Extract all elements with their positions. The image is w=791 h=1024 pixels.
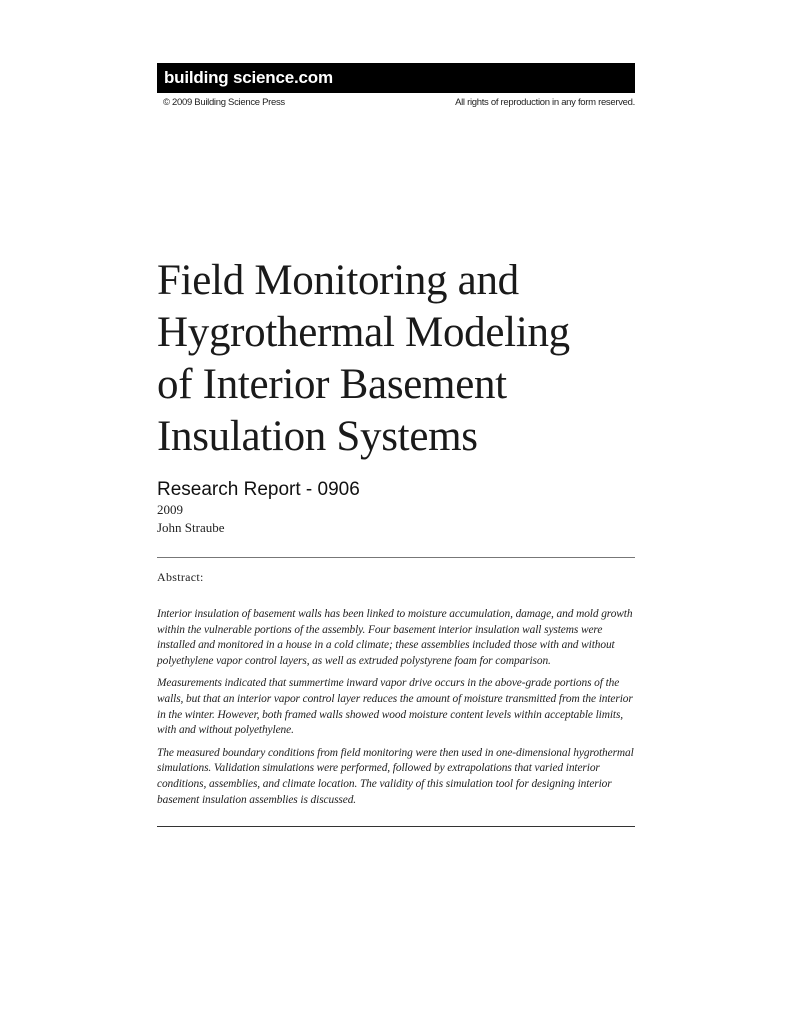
header-meta (157, 97, 635, 108)
title-line: of Interior Basement (157, 361, 507, 408)
title-line: Field Monitoring and (157, 257, 519, 304)
title-line: Insulation Systems (157, 413, 478, 460)
abstract-heading: Abstract: (157, 570, 204, 584)
copyright-notice: © 2009 Building Science Press (163, 97, 285, 108)
abstract-body (157, 607, 635, 808)
brand-banner (157, 63, 635, 93)
divider-bottom (157, 826, 635, 827)
abstract-paragraph: Measurements indicated that summertime inward vapor drive occurs in the above-grade portions of the walls, but that an interior vapor control layer reduces the amount of moisture transmitted from the interior in the winter. However, both framed walls showed wood moisture content levels within acceptable limits, with and without polyethylene. (157, 677, 633, 737)
report-title (157, 255, 635, 463)
brand-name: building science.com (164, 68, 333, 87)
title-line: Hygrothermal Modeling (157, 309, 570, 356)
divider-top (157, 557, 635, 558)
report-cover (157, 63, 635, 827)
report-author: John Straube (157, 520, 225, 535)
abstract-paragraph: Interior insulation of basement walls has been linked to moisture accumulation, damage, and mold growth within the vulnerable portions of the assembly. Four basement interior insulation wall systems were installed and monitored in a house in a cold climate; these assemblies included those with and without polyethylene vapor control layers, as well as extruded polystyrene foam for comparison. (157, 608, 633, 667)
report-year: 2009 (157, 502, 183, 517)
abstract-paragraph: The measured boundary conditions from field monitoring were then used in one-dimensional hygrothermal simulations. Validation simulations were performed, followed by extrapolations that varied interior conditions, assemblies, and climate location. The validity of this simulation tool for designing interior basement insulation assemblies is discussed. (157, 746, 634, 806)
report-number: Research Report - 0906 (157, 479, 360, 500)
rights-notice: All rights of reproduction in any form reserved. (455, 97, 635, 108)
